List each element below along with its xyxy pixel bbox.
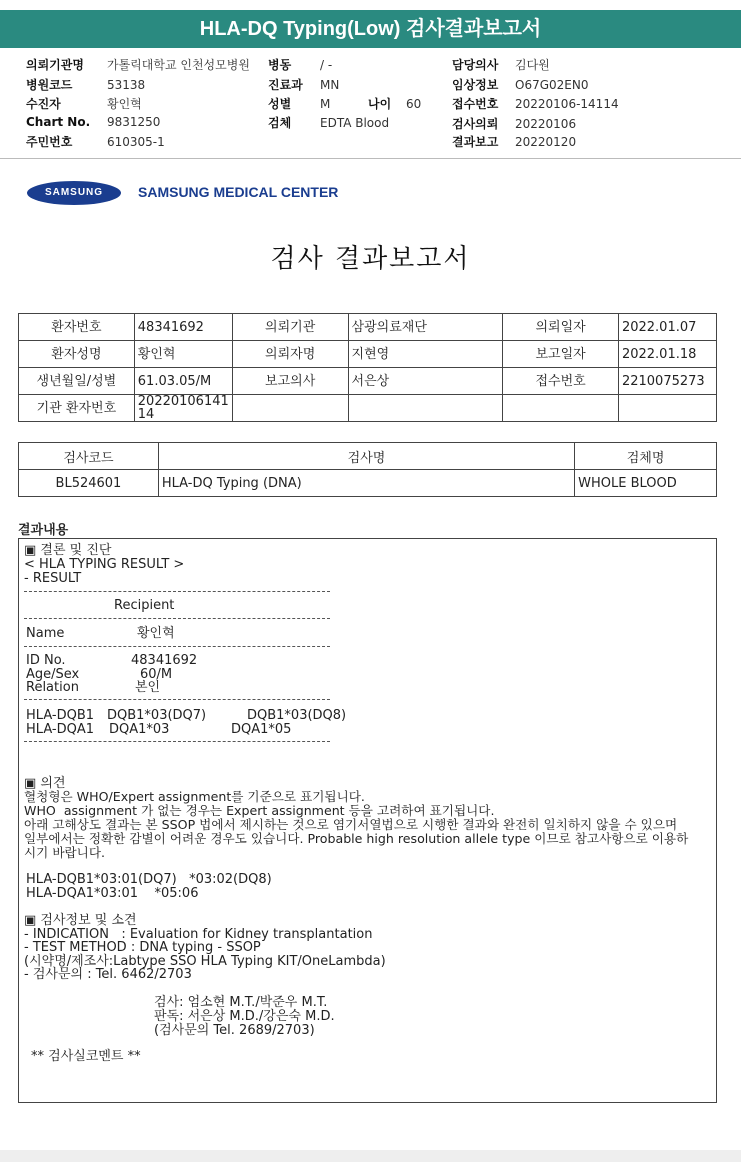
- header-value: 60: [406, 97, 422, 111]
- header-row-test-request: [452, 115, 576, 132]
- result-content-box: [18, 538, 717, 1103]
- header-value: 황인혁: [107, 97, 142, 111]
- header-value: M: [320, 97, 331, 111]
- header-value: / -: [320, 58, 333, 72]
- opinion-line: 혈청형은 WHO/Expert assignment를 기준으로 표기됩니다.: [24, 789, 365, 804]
- cell-value-line: 14: [137, 407, 155, 422]
- cell-value: 61.03.05/M: [134, 368, 232, 395]
- cell-label: 의뢰자명: [232, 341, 348, 368]
- header-value: 김다원: [515, 58, 550, 72]
- column-header: 검체명: [575, 443, 717, 470]
- header-value: 53138: [107, 78, 146, 92]
- samsung-logo: SAMSUNG: [27, 181, 121, 205]
- recipient-label: Recipient: [114, 598, 175, 613]
- cell-value: 48341692: [134, 314, 232, 341]
- opinion-line: 아래 고해상도 결과는 본 SSOP 법에서 제시하는 것으로 염기서열법으로 시행한 결과와 완전히 일치하지 않을 수 있으며: [24, 817, 678, 832]
- cell-value-line: 20220106141: [137, 394, 229, 409]
- header-label: 병동: [268, 58, 292, 72]
- opinion-heading: ▣ 의견: [24, 776, 66, 791]
- opinion-line: 시기 바랍니다.: [24, 845, 105, 860]
- cell-label: 기관 환자번호: [19, 395, 135, 422]
- header-value: EDTA Blood: [320, 116, 390, 130]
- test-name: HLA-DQ Typing (DNA): [158, 470, 574, 497]
- opinion-line: 일부에서는 정확한 감별이 어려운 경우도 있습니다. Probable high resolution allele type 이므로 참고사항으로 이용하: [24, 831, 689, 846]
- test-info-heading: ▣ 검사정보 및 소견: [24, 913, 137, 928]
- dashed-divider: [24, 618, 330, 619]
- header-row-age: [368, 95, 421, 112]
- cell-value: [134, 395, 232, 422]
- cell-label: 환자성명: [19, 341, 135, 368]
- hla-typing-result-heading: < HLA TYPING RESULT >: [24, 557, 185, 572]
- relation-value: 본인: [135, 680, 161, 695]
- cell-empty: [232, 395, 348, 422]
- opinion-line: WHO assignment 가 없는 경우는 Expert assignment 등을 고려하여 표기됩니다.: [24, 803, 495, 818]
- cell-label: 환자번호: [19, 314, 135, 341]
- header-row-resident-no: [26, 133, 165, 150]
- dqb1-label: HLA-DQB1: [26, 708, 95, 723]
- result-heading: - RESULT: [24, 571, 82, 586]
- id-value: 48341692: [131, 653, 198, 668]
- cell-value: 지현영: [348, 341, 503, 368]
- cell-value: 2210075273: [618, 368, 716, 395]
- header-value: 610305-1: [107, 135, 165, 149]
- header-label: 나이: [368, 97, 392, 111]
- cell-label: 의뢰일자: [503, 314, 619, 341]
- result-section-label: 결과내용: [18, 523, 69, 538]
- header-row-department: [268, 76, 339, 93]
- cell-value: 2022.01.18: [618, 341, 716, 368]
- dashed-divider: [24, 591, 330, 592]
- test-info-line: - INDICATION : Evaluation for Kidney transplantation: [24, 927, 373, 942]
- high-res-dqa1: HLA-DQA1*03:01 *05:06: [26, 886, 199, 901]
- header-row-chart-no: [26, 115, 160, 129]
- header-label: 검사의뢰: [452, 117, 499, 131]
- header-label: Chart No.: [26, 115, 91, 129]
- test-info-line: - 검사문의 : Tel. 6462/2703: [24, 967, 192, 982]
- header-row-ward: [268, 56, 332, 73]
- table-row: [19, 368, 717, 395]
- dqa1-allele-2: DQA1*05: [231, 722, 292, 737]
- header-label: 담당의사: [452, 58, 499, 72]
- cell-label: 보고일자: [503, 341, 619, 368]
- header-value: 20220106: [515, 117, 577, 131]
- cell-label: 접수번호: [503, 368, 619, 395]
- cell-value: 서은상: [348, 368, 503, 395]
- dqa1-allele-1: DQA1*03: [109, 722, 170, 737]
- high-res-dqb1: HLA-DQB1*03:01(DQ7) *03:02(DQ8): [26, 872, 272, 887]
- cell-value: 2022.01.07: [618, 314, 716, 341]
- cell-value: 삼광의료재단: [348, 314, 503, 341]
- test-code: BL524601: [19, 470, 159, 497]
- table-row: [19, 341, 717, 368]
- header-row-receipt-no: [452, 95, 619, 112]
- table-row: [19, 314, 717, 341]
- header-divider: [0, 158, 741, 159]
- name-value: 황인혁: [137, 626, 175, 641]
- header-label: 진료과: [268, 78, 303, 92]
- dashed-divider: [24, 646, 330, 647]
- age-sex-value: 60/M: [140, 667, 173, 682]
- header-row-sex: [268, 95, 330, 112]
- test-info-line: (시약명/제조사:Labtype SSO HLA Typing KIT/OneLambda): [24, 954, 386, 969]
- header-value: 20220106-14114: [515, 97, 619, 111]
- header-label: 병원코드: [26, 78, 73, 92]
- dqb1-allele-1: DQB1*03(DQ7): [107, 708, 207, 723]
- header-row-result-report: [452, 133, 576, 150]
- specimen-name: WHOLE BLOOD: [575, 470, 717, 497]
- relation-label: Relation: [26, 680, 79, 695]
- dashed-divider: [24, 741, 330, 742]
- test-table: [18, 442, 717, 497]
- signature-line: 검사: 엄소현 M.T./박준우 M.T.: [154, 995, 328, 1010]
- table-row: [19, 470, 717, 497]
- column-header: 검사코드: [19, 443, 159, 470]
- header-value: 가톨릭대학교 인천성모병원: [107, 58, 250, 72]
- header-label: 의뢰기관명: [26, 58, 84, 72]
- header-row-clinical-info: [452, 76, 588, 93]
- header-label: 주민번호: [26, 135, 73, 149]
- header-label: 임상정보: [452, 78, 499, 92]
- header-label: 검체: [268, 116, 292, 130]
- header-label: 결과보고: [452, 135, 499, 149]
- header-row-referring-institution: [26, 56, 250, 73]
- header-value: O67G02EN0: [515, 78, 589, 92]
- bottom-strip: [0, 1150, 741, 1162]
- table-row: [19, 395, 717, 422]
- dashed-divider: [24, 699, 330, 700]
- conclusion-heading: ▣ 결론 및 진단: [24, 543, 112, 558]
- signature-line: (검사문의 Tel. 2689/2703): [154, 1023, 315, 1038]
- header-value: 20220120: [515, 135, 577, 149]
- column-header: 검사명: [158, 443, 574, 470]
- table-header-row: [19, 443, 717, 470]
- header-value: 9831250: [107, 115, 161, 129]
- name-label: Name: [26, 626, 65, 641]
- cell-empty: [618, 395, 716, 422]
- age-sex-label: Age/Sex: [26, 667, 80, 682]
- cell-empty: [348, 395, 503, 422]
- dqb1-allele-2: DQB1*03(DQ8): [247, 708, 347, 723]
- header-row-attending-doctor: [452, 56, 550, 73]
- cell-label: 보고의사: [232, 368, 348, 395]
- cell-empty: [503, 395, 619, 422]
- test-info-line: - TEST METHOD : DNA typing - SSOP: [24, 940, 261, 955]
- patient-info-table: [18, 313, 717, 422]
- medical-center-name: SAMSUNG MEDICAL CENTER: [138, 184, 339, 200]
- header-label: 수진자: [26, 97, 61, 111]
- header-label: 성별: [268, 97, 292, 111]
- dqa1-label: HLA-DQA1: [26, 722, 95, 737]
- id-label: ID No.: [26, 653, 66, 668]
- cell-label: 생년월일/성별: [19, 368, 135, 395]
- header-label: 접수번호: [452, 97, 499, 111]
- report-title: 검사 결과보고서: [270, 244, 471, 274]
- report-title-bar: HLA-DQ Typing(Low) 검사결과보고서: [0, 10, 741, 48]
- header-row-patient: [26, 95, 142, 112]
- signature-line: 판독: 서은상 M.D./강은숙 M.D.: [154, 1009, 335, 1024]
- header-row-specimen: [268, 114, 389, 131]
- lab-comment-heading: ** 검사실코멘트 **: [31, 1049, 141, 1064]
- header-row-hospital-code: [26, 76, 145, 93]
- header-value: MN: [320, 78, 340, 92]
- cell-value: 황인혁: [134, 341, 232, 368]
- cell-label: 의뢰기관: [232, 314, 348, 341]
